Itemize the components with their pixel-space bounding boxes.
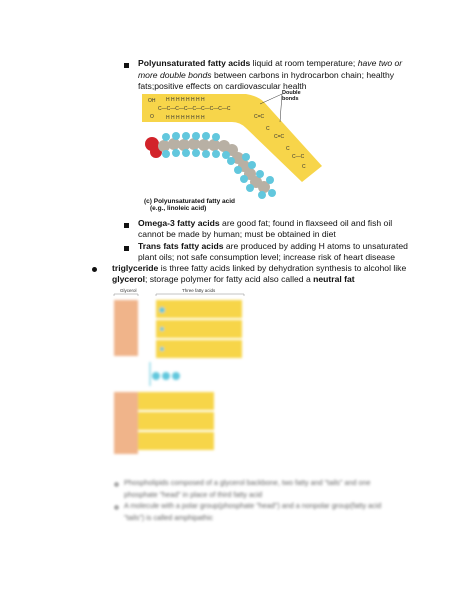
trans-line-1: Trans fats fatty acids are produced by adding H atoms to unsaturated <box>138 241 408 251</box>
svg-text:C=C: C=C <box>274 134 285 140</box>
blurred-line-2: phosphate "head" in place of third fatty acid <box>124 490 263 499</box>
poly-title: Polyunsaturated fatty acids <box>138 58 251 68</box>
poly-line-1: Polyunsaturated fatty acids liquid at room temperature; have two or <box>138 58 403 68</box>
bullet-dot <box>114 482 119 487</box>
trans-line-2: plant oils; not safe consumption level; increase risk of heart disease <box>138 252 395 262</box>
omega-title: Omega-3 fatty acids <box>138 218 220 228</box>
figure1-caption-2: (e.g., linoleic acid) <box>150 205 207 212</box>
triglyceride-line-1: triglyceride is three fatty acids linked by dehydration synthesis to alcohol like <box>112 263 407 273</box>
figure1-caption-1: (c) Polyunsaturated fatty acid <box>144 198 236 205</box>
svg-text:C—C—C—C—C—C—C—C—C: C—C—C—C—C—C—C—C—C <box>158 106 231 112</box>
omega-line-1: Omega-3 fatty acids are good fat; found in flaxseed oil and fish oil <box>138 218 393 228</box>
poly-line-2: more double bonds between carbons in hydrocarbon chain; healthy <box>138 70 395 80</box>
bullet-dot <box>92 267 97 272</box>
omega-line-2: cannot be made by human; must be obtained in diet <box>138 229 336 239</box>
three-fatty-acids-label: Three fatty acids <box>182 288 216 293</box>
triglyceride-title: triglyceride <box>112 263 159 273</box>
bullet-dot <box>114 505 119 510</box>
blurred-line-3: A molecule with a polar group(phosphate "head") and a nonpolar group(fatty acid <box>124 501 382 510</box>
poly-line-3: fats;positive effects on cardiovascular health <box>138 81 307 91</box>
label-oh: OH <box>148 98 156 104</box>
polyunsaturated-fatty-acid-figure <box>136 88 336 214</box>
double-bonds-label-2: bonds <box>282 96 299 102</box>
trans-title: Trans fats fatty acids <box>138 241 224 251</box>
glycerol-term: glycerol <box>112 274 145 284</box>
blurred-line-4: "tails") is called amphipathic <box>124 513 213 522</box>
bullet-square <box>124 63 129 68</box>
svg-text:H H H H H H H H: H H H H H H H H <box>166 115 205 121</box>
triglyceride-line-2: glycerol; storage polymer for fatty acid also called a neutral fat <box>112 274 355 284</box>
svg-text:C: C <box>286 146 290 152</box>
triglyceride-figure <box>110 286 250 472</box>
glycerol-label: Glycerol <box>120 288 137 293</box>
blurred-line-1: Phospholipids composed of a glycerol backbone, two fatty and "tails" and one <box>124 478 371 487</box>
bullet-square <box>124 246 129 251</box>
bullet-square <box>124 223 129 228</box>
space-filling-model <box>145 132 276 199</box>
neutral-fat-term: neutral fat <box>313 274 355 284</box>
svg-text:C: C <box>302 164 306 170</box>
label-o: O <box>150 114 154 120</box>
svg-text:H H H H H H H H: H H H H H H H H <box>166 97 205 103</box>
double-bonds-label-1: Double <box>282 90 301 96</box>
svg-text:C=C: C=C <box>254 114 265 120</box>
svg-text:C: C <box>266 126 270 132</box>
svg-text:C—C: C—C <box>292 154 305 160</box>
